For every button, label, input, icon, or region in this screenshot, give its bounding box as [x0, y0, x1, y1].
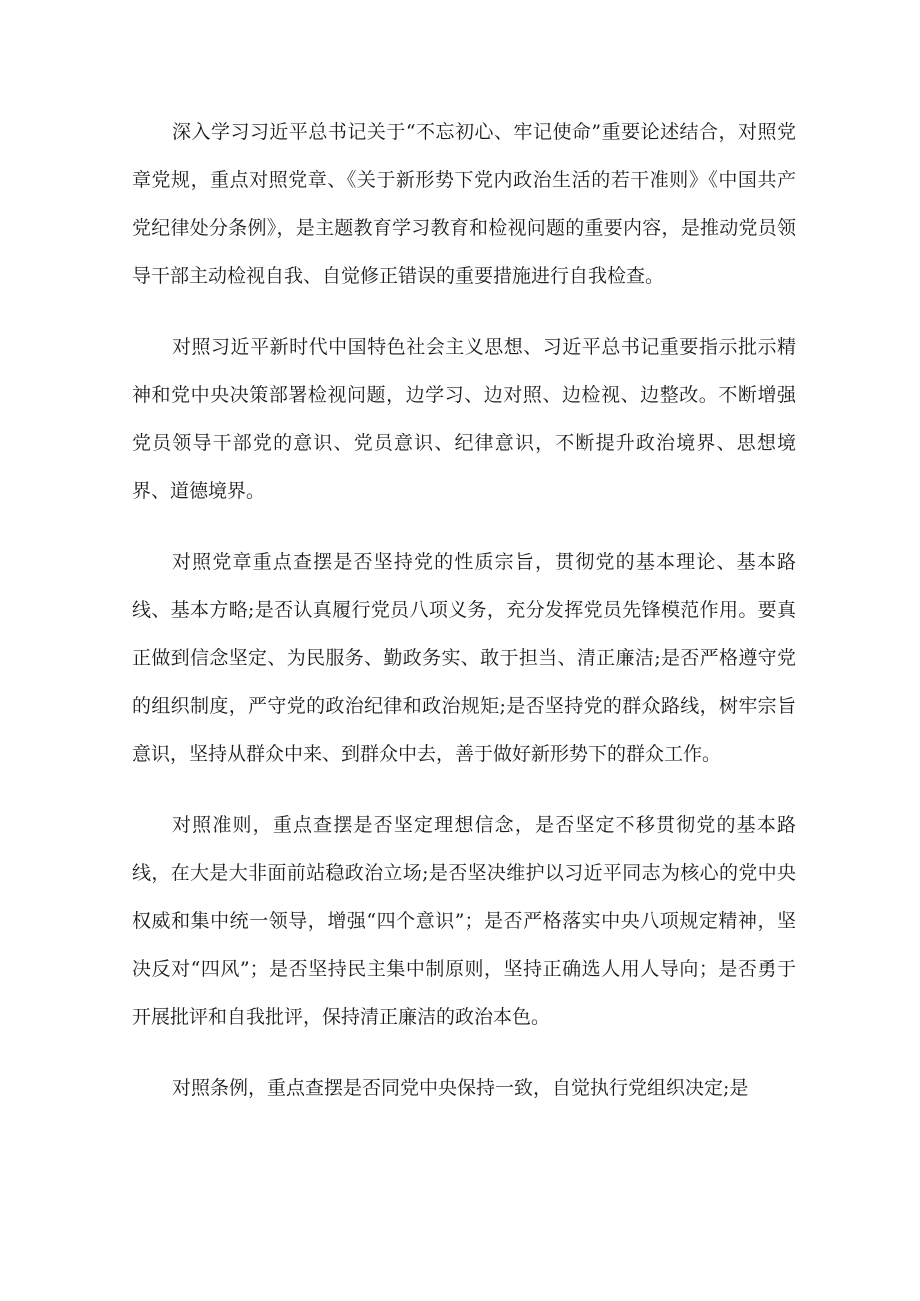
paragraph-5: 对照条例，重点查摆是否同党中央保持一致，自觉执行党组织决定;是 — [172, 1077, 749, 1099]
document-body — [132, 108, 796, 1112]
paragraph-2: 对照习近平新时代中国特色社会主义思想、习近平总书记重要指示批示精神和党中央决策部署检视问题，边学习、边对照、边检视、边整改。不断增强党员领导干部党的意识、党员意识、纪律意识，不断提升政治境界、思想境界、道德境界。 — [132, 336, 796, 502]
paragraph-4: 对照准则，重点查摆是否坚定理想信念，是否坚定不移贯彻党的基本路线，在大是大非面前站稳政治立场;是否坚决维护以习近平同志为核心的党中央权威和集中统一领导，增强“四个意识”；是否严格落实中央八项规定精神，坚决反对“四风”；是否坚持民主集中制原则，坚持正确选人用人导向；是否勇于开展批评和自我批评，保持清正廉洁的政治本色。 — [132, 814, 796, 1028]
paragraph-3: 对照党章重点查摆是否坚持党的性质宗旨，贯彻党的基本理论、基本路线、基本方略;是否认真履行党员八项义务，充分发挥党员先锋模范作用。要真正做到信念坚定、为民服务、勤政务实、敢于担当、清正廉洁;是否严格遵守党的组织制度，严守党的政治纪律和政治规矩;是否坚持党的群众路线，树牢宗旨意识，坚持从群众中来、到群众中去，善于做好新形势下的群众工作。 — [132, 551, 796, 765]
paragraph-1: 深入学习习近平总书记关于“不忘初心、牢记使命”重要论述结合，对照党章党规，重点对照党章、《关于新形势下党内政治生活的若干准则》《中国共产党纪律处分条例》，是主题教育学习教育和检视问题的重要内容，是推动党员领导干部主动检视自我、自觉修正错误的重要措施进行自我检查。 — [132, 121, 796, 287]
